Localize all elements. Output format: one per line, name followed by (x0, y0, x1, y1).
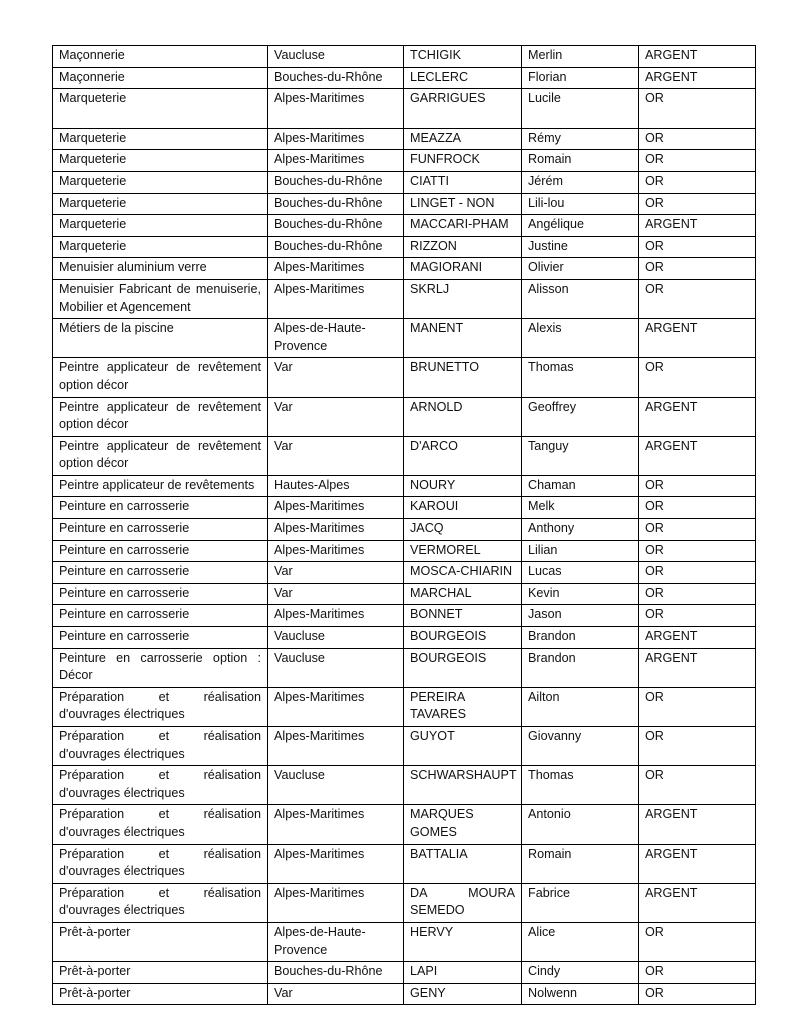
cell-departement: Alpes-Maritimes (268, 844, 404, 883)
cell-departement: Alpes-Maritimes (268, 605, 404, 627)
cell-prenom: Kevin (522, 583, 639, 605)
cell-departement: Alpes-Maritimes (268, 687, 404, 726)
cell-metier: Peintre applicateur de revêtement option décor (53, 397, 268, 436)
cell-nom: RIZZON (404, 236, 522, 258)
cell-nom: BATTALIA (404, 844, 522, 883)
cell-departement: Vaucluse (268, 46, 404, 68)
cell-metier: Marqueterie (53, 89, 268, 129)
cell-metier: Peinture en carrosserie (53, 605, 268, 627)
cell-metier: Peintre applicateur de revêtement option décor (53, 436, 268, 475)
table-row (53, 983, 756, 1005)
cell-nom: JACQ (404, 519, 522, 541)
table-row (53, 766, 756, 805)
cell-departement: Var (268, 436, 404, 475)
cell-metier: Peintre applicateur de revêtements (53, 475, 268, 497)
cell-prenom: Justine (522, 236, 639, 258)
cell-metier: Peinture en carrosserie (53, 583, 268, 605)
cell-prenom: Alexis (522, 319, 639, 358)
cell-prenom: Thomas (522, 358, 639, 397)
table-row (53, 358, 756, 397)
cell-departement: Var (268, 562, 404, 584)
cell-medaille: OR (639, 562, 756, 584)
cell-nom: VERMOREL (404, 540, 522, 562)
cell-metier: Préparation et réalisation d'ouvrages électriques (53, 883, 268, 922)
cell-prenom: Tanguy (522, 436, 639, 475)
cell-departement: Alpes-de-Haute-Provence (268, 319, 404, 358)
results-table (52, 45, 756, 1005)
cell-prenom: Antonio (522, 805, 639, 844)
cell-departement: Var (268, 983, 404, 1005)
cell-departement: Alpes-de-Haute-Provence (268, 922, 404, 961)
cell-medaille: ARGENT (639, 805, 756, 844)
table-row (53, 627, 756, 649)
cell-medaille: OR (639, 358, 756, 397)
cell-prenom: Angélique (522, 215, 639, 237)
cell-nom: MARCHAL (404, 583, 522, 605)
cell-metier: Marqueterie (53, 171, 268, 193)
cell-prenom: Nolwenn (522, 983, 639, 1005)
cell-metier: Préparation et réalisation d'ouvrages électriques (53, 844, 268, 883)
table-row (53, 150, 756, 172)
cell-metier: Peinture en carrosserie (53, 540, 268, 562)
cell-nom: HERVY (404, 922, 522, 961)
cell-nom: LECLERC (404, 67, 522, 89)
cell-metier: Préparation et réalisation d'ouvrages électriques (53, 805, 268, 844)
table-row (53, 962, 756, 984)
cell-prenom: Cindy (522, 962, 639, 984)
cell-prenom: Anthony (522, 519, 639, 541)
cell-metier: Menuisier Fabricant de menuiserie, Mobilier et Agencement (53, 279, 268, 318)
cell-medaille: OR (639, 605, 756, 627)
cell-medaille: OR (639, 583, 756, 605)
cell-medaille: OR (639, 279, 756, 318)
cell-metier: Maçonnerie (53, 67, 268, 89)
cell-metier: Préparation et réalisation d'ouvrages électriques (53, 766, 268, 805)
cell-departement: Alpes-Maritimes (268, 150, 404, 172)
cell-prenom: Jérém (522, 171, 639, 193)
table-row (53, 319, 756, 358)
cell-metier: Peinture en carrosserie (53, 627, 268, 649)
table-row (53, 46, 756, 68)
cell-prenom: Lilian (522, 540, 639, 562)
cell-metier: Préparation et réalisation d'ouvrages électriques (53, 727, 268, 766)
cell-prenom: Ailton (522, 687, 639, 726)
cell-nom: FUNFROCK (404, 150, 522, 172)
cell-departement: Var (268, 583, 404, 605)
table-row (53, 540, 756, 562)
cell-departement: Bouches-du-Rhône (268, 171, 404, 193)
results-table-body (53, 46, 756, 1005)
cell-prenom: Lucile (522, 89, 639, 129)
cell-prenom: Melk (522, 497, 639, 519)
cell-metier: Peinture en carrosserie option : Décor (53, 648, 268, 687)
cell-nom: MAGIORANI (404, 258, 522, 280)
cell-prenom: Olivier (522, 258, 639, 280)
cell-nom: MARQUES GOMES (404, 805, 522, 844)
cell-nom: ARNOLD (404, 397, 522, 436)
table-row (53, 193, 756, 215)
cell-prenom: Romain (522, 844, 639, 883)
cell-departement: Alpes-Maritimes (268, 128, 404, 150)
cell-departement: Alpes-Maritimes (268, 279, 404, 318)
table-row (53, 397, 756, 436)
cell-departement: Alpes-Maritimes (268, 258, 404, 280)
cell-metier: Prêt-à-porter (53, 983, 268, 1005)
cell-medaille: ARGENT (639, 883, 756, 922)
cell-nom: GUYOT (404, 727, 522, 766)
cell-nom: DA MOURA SEMEDO (404, 883, 522, 922)
cell-prenom: Lucas (522, 562, 639, 584)
cell-medaille: OR (639, 727, 756, 766)
cell-nom: D'ARCO (404, 436, 522, 475)
cell-metier: Menuisier aluminium verre (53, 258, 268, 280)
cell-medaille: ARGENT (639, 627, 756, 649)
cell-departement: Alpes-Maritimes (268, 519, 404, 541)
cell-departement: Vaucluse (268, 648, 404, 687)
table-row (53, 497, 756, 519)
table-row (53, 89, 756, 129)
table-row (53, 805, 756, 844)
cell-nom: BONNET (404, 605, 522, 627)
cell-nom: BOURGEOIS (404, 627, 522, 649)
cell-departement: Bouches-du-Rhône (268, 236, 404, 258)
cell-departement: Alpes-Maritimes (268, 89, 404, 129)
cell-nom: PEREIRA TAVARES (404, 687, 522, 726)
cell-metier: Métiers de la piscine (53, 319, 268, 358)
cell-departement: Alpes-Maritimes (268, 805, 404, 844)
cell-medaille: OR (639, 171, 756, 193)
cell-metier: Peinture en carrosserie (53, 562, 268, 584)
cell-prenom: Florian (522, 67, 639, 89)
cell-nom: TCHIGIK (404, 46, 522, 68)
cell-nom: GENY (404, 983, 522, 1005)
cell-prenom: Lili-lou (522, 193, 639, 215)
table-row (53, 583, 756, 605)
cell-medaille: OR (639, 519, 756, 541)
cell-medaille: OR (639, 236, 756, 258)
cell-nom: BRUNETTO (404, 358, 522, 397)
cell-prenom: Brandon (522, 648, 639, 687)
cell-departement: Var (268, 397, 404, 436)
cell-metier: Marqueterie (53, 236, 268, 258)
cell-medaille: ARGENT (639, 319, 756, 358)
table-row (53, 436, 756, 475)
cell-metier: Marqueterie (53, 128, 268, 150)
cell-nom: SKRLJ (404, 279, 522, 318)
cell-medaille: OR (639, 922, 756, 961)
cell-metier: Peintre applicateur de revêtement option décor (53, 358, 268, 397)
cell-metier: Marqueterie (53, 193, 268, 215)
cell-nom: SCHWARSHAUPT (404, 766, 522, 805)
cell-prenom: Fabrice (522, 883, 639, 922)
cell-nom: NOURY (404, 475, 522, 497)
table-row (53, 605, 756, 627)
cell-nom: GARRIGUES (404, 89, 522, 129)
cell-prenom: Romain (522, 150, 639, 172)
cell-medaille: OR (639, 193, 756, 215)
cell-departement: Vaucluse (268, 766, 404, 805)
table-row (53, 844, 756, 883)
cell-departement: Bouches-du-Rhône (268, 215, 404, 237)
table-row (53, 883, 756, 922)
table-row (53, 67, 756, 89)
cell-medaille: ARGENT (639, 648, 756, 687)
cell-metier: Marqueterie (53, 150, 268, 172)
cell-departement: Alpes-Maritimes (268, 497, 404, 519)
cell-medaille: OR (639, 766, 756, 805)
table-row (53, 922, 756, 961)
cell-medaille: OR (639, 962, 756, 984)
cell-prenom: Alisson (522, 279, 639, 318)
cell-nom: MOSCA-CHIARIN (404, 562, 522, 584)
table-row (53, 727, 756, 766)
cell-departement: Vaucluse (268, 627, 404, 649)
cell-prenom: Geoffrey (522, 397, 639, 436)
cell-prenom: Brandon (522, 627, 639, 649)
cell-prenom: Alice (522, 922, 639, 961)
cell-departement: Alpes-Maritimes (268, 727, 404, 766)
cell-medaille: ARGENT (639, 46, 756, 68)
cell-medaille: OR (639, 128, 756, 150)
cell-medaille: ARGENT (639, 844, 756, 883)
cell-metier: Prêt-à-porter (53, 962, 268, 984)
cell-medaille: OR (639, 89, 756, 129)
cell-metier: Peinture en carrosserie (53, 497, 268, 519)
cell-departement: Alpes-Maritimes (268, 540, 404, 562)
cell-metier: Préparation et réalisation d'ouvrages électriques (53, 687, 268, 726)
table-row (53, 258, 756, 280)
table-row (53, 687, 756, 726)
cell-prenom: Giovanny (522, 727, 639, 766)
table-row (53, 128, 756, 150)
cell-medaille: ARGENT (639, 397, 756, 436)
cell-medaille: OR (639, 497, 756, 519)
cell-prenom: Jason (522, 605, 639, 627)
cell-metier: Peinture en carrosserie (53, 519, 268, 541)
cell-medaille: OR (639, 687, 756, 726)
cell-prenom: Chaman (522, 475, 639, 497)
cell-medaille: OR (639, 540, 756, 562)
cell-medaille: ARGENT (639, 67, 756, 89)
cell-departement: Hautes-Alpes (268, 475, 404, 497)
cell-nom: LAPI (404, 962, 522, 984)
cell-prenom: Merlin (522, 46, 639, 68)
table-row (53, 562, 756, 584)
cell-departement: Bouches-du-Rhône (268, 962, 404, 984)
table-row (53, 171, 756, 193)
cell-departement: Var (268, 358, 404, 397)
table-row (53, 648, 756, 687)
table-row (53, 475, 756, 497)
cell-nom: KAROUI (404, 497, 522, 519)
cell-prenom: Thomas (522, 766, 639, 805)
table-row (53, 519, 756, 541)
cell-nom: CIATTI (404, 171, 522, 193)
cell-medaille: OR (639, 475, 756, 497)
cell-departement: Bouches-du-Rhône (268, 193, 404, 215)
cell-nom: MEAZZA (404, 128, 522, 150)
cell-metier: Marqueterie (53, 215, 268, 237)
cell-nom: BOURGEOIS (404, 648, 522, 687)
cell-medaille: OR (639, 258, 756, 280)
cell-prenom: Rémy (522, 128, 639, 150)
table-row (53, 236, 756, 258)
table-row (53, 215, 756, 237)
cell-nom: MANENT (404, 319, 522, 358)
cell-medaille: ARGENT (639, 215, 756, 237)
cell-metier: Prêt-à-porter (53, 922, 268, 961)
cell-metier: Maçonnerie (53, 46, 268, 68)
cell-medaille: OR (639, 983, 756, 1005)
table-row (53, 279, 756, 318)
cell-medaille: ARGENT (639, 436, 756, 475)
cell-nom: LINGET - NON (404, 193, 522, 215)
cell-nom: MACCARI-PHAM (404, 215, 522, 237)
cell-departement: Bouches-du-Rhône (268, 67, 404, 89)
cell-medaille: OR (639, 150, 756, 172)
cell-departement: Alpes-Maritimes (268, 883, 404, 922)
